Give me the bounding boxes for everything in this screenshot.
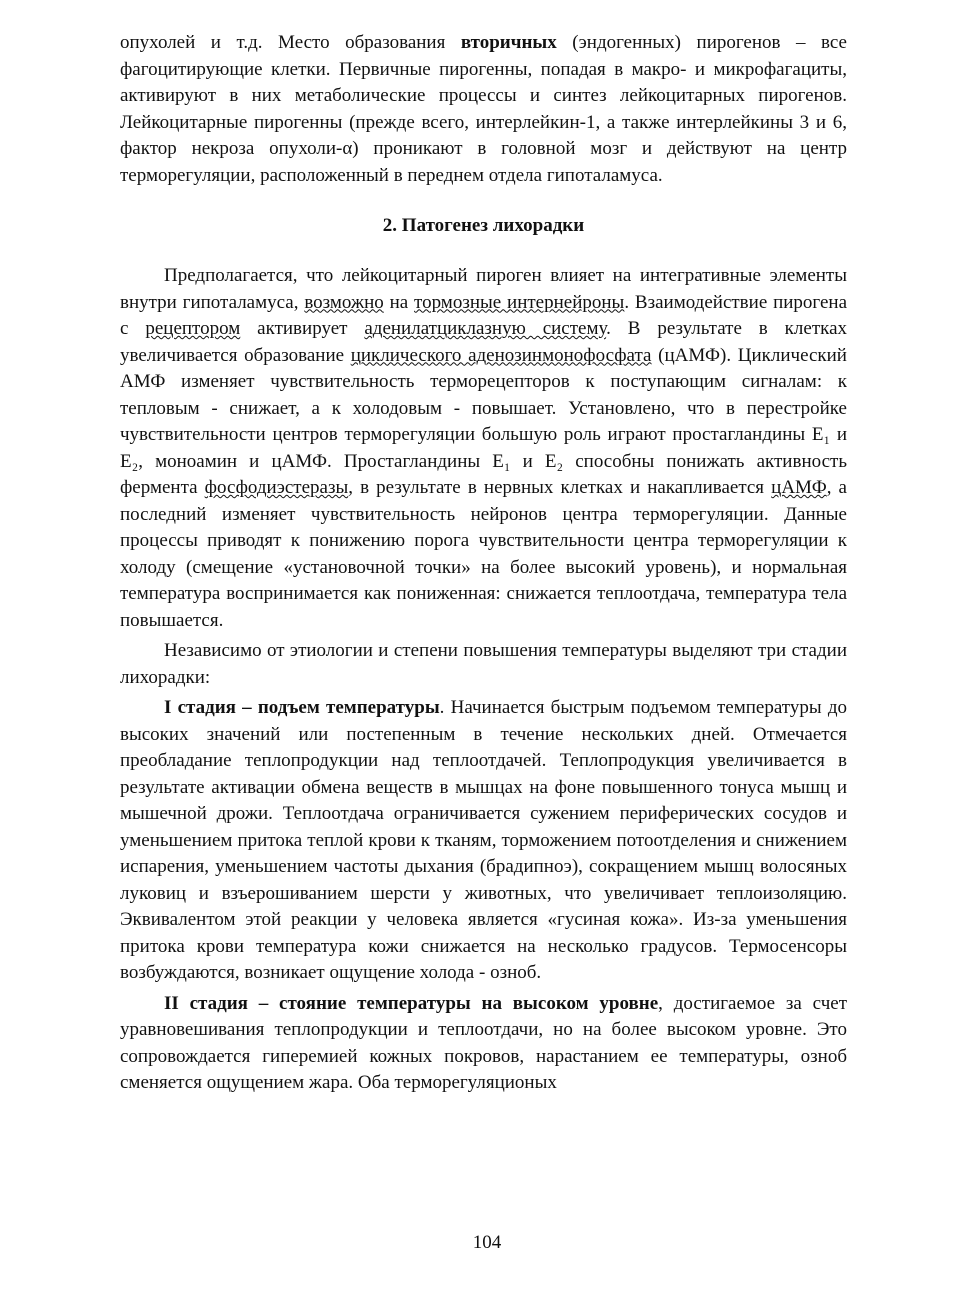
paragraph-pathogenesis: [120, 263, 847, 634]
pathogenesis-text-b: на: [383, 291, 415, 313]
pathogenesis-text-e: . В результате в клетках увеличивается образование: [120, 318, 848, 366]
pathogenesis-text-c: . Взаимодействие пирогена с: [120, 291, 847, 339]
pathogenesis-underlined-7: цАМФ: [771, 477, 827, 498]
pathogenesis-underlined-1: возможно: [304, 291, 384, 313]
paragraph-pyrogens-post: (эндогенных) пирогенов – все фагоцитирующие клетки. Первичные пирогенны, попадая в макро- и микрофагациты, активируют в них метаболические процессы и синтез лейкоцитарных пирогенов. Лейкоцитарные пирогенны (прежде всего, интерлейкин-1, а также интерлейкины 3 и 6, фактор некроза опухоли-α) проникают в головной мозг и действуют на центр терморегуляции, расположенный в переднем отдела гипоталамуса.: [120, 32, 847, 186]
stage-1-title: I стадия – подъем температуры: [164, 697, 440, 718]
paragraph-pyrogens-pre: опухолей и т.д. Место образования: [120, 32, 461, 53]
stage-2-title: II стадия – стояние температуры на высоком уровне: [164, 992, 659, 1014]
page-body: [120, 30, 847, 1097]
stage-1-text: . Начинается быстрым подъемом температуры до высоких значений или постепенным в течение нескольких дней. Отмечается преобладание теплопродукции над теплоотдачей. Теплопродукция увеличивается в результате активации обмена веществ в мышцах на фоне повышенного тонуса мышц и мышечной дрожи. Теплоотдача ограничивается сужением периферических сосудов и уменьшением притока теплой крови к тканям, торможением потоотделения и снижением испарения, уменьшением частоты дыхания (брадипноэ), сокращением мышц волосяных луковиц и взъерошиванием шерсти у животных, что увеличивает теплоизоляцию. Эквивалентом этой реакции у человека является «гусиная кожа». Из-за уменьшения притока крови температура кожи снижается на несколько градусов. Термосенсоры возбуждаются, возникает ощущение холода - озноб.: [120, 697, 847, 983]
pathogenesis-underlined-2: тормозные интернейроны: [414, 291, 625, 313]
pathogenesis-text-d: активирует: [240, 318, 365, 339]
section-heading: 2. Патогенез лихорадки: [382, 215, 585, 236]
paragraph-stage-1: [120, 695, 847, 987]
paragraph-stages-intro: Независимо от этиологии и степени повышения температуры выделяют три стадии лихорадки:: [120, 640, 847, 688]
paragraph-pyrogens: [120, 30, 847, 189]
pathogenesis-underlined-5: циклического аденозинмонофосфата: [350, 344, 652, 366]
pathogenesis-underlined-3: рецептором: [145, 318, 241, 339]
paragraph-pyrogens-bold: вторичных: [460, 32, 557, 53]
stage-2-text: , достигаемое за счет уравновешивания теплопродукции и теплоотдачи, но на более высоком уровне. Это сопровождается гиперемией кожных покровов, нарастанием ее температуры, озноб сменяется ощущением жара. Оба терморегуляционых: [120, 992, 847, 1093]
pathogenesis-underlined-4: аденилатциклазную систему: [364, 318, 607, 339]
pathogenesis-underlined-6: фосфодиэстеразы: [204, 477, 349, 498]
pathogenesis-text-h: , а последний изменяет чувствительность нейронов центра терморегуляции. Данные процессы приводят к понижению порога чувствительности центра терморегуляции к холоду (смещение «установочной точки» на более высокий уровень), и нормальная температура воспринимается как пониженная: снижается теплоотдача, температура тела повышается.: [120, 477, 847, 631]
pathogenesis-text-f: (цАМФ). Циклический АМФ изменяет чувствительность терморецепторов к поступающим сигналам: к тепловым - снижает, а к холодовым - повышает. Установлено, что в перестройке чувствительности центров терморегуляции большую роль играют простагландины Е₁ и Е₂, моноамин и цАМФ. Простагландины Е₁ и Е₂ способны понижать активность фермента: [120, 344, 847, 498]
page-number: 104: [472, 1232, 502, 1253]
pathogenesis-text-a: Предполагается, что лейкоцитарный пироген влияет на интегративные элементы внутри гипоталамуса,: [120, 265, 847, 313]
paragraph-stage-2: [120, 991, 847, 1097]
pathogenesis-text-g: , в результате в нервных клетках и накапливается: [348, 477, 772, 498]
